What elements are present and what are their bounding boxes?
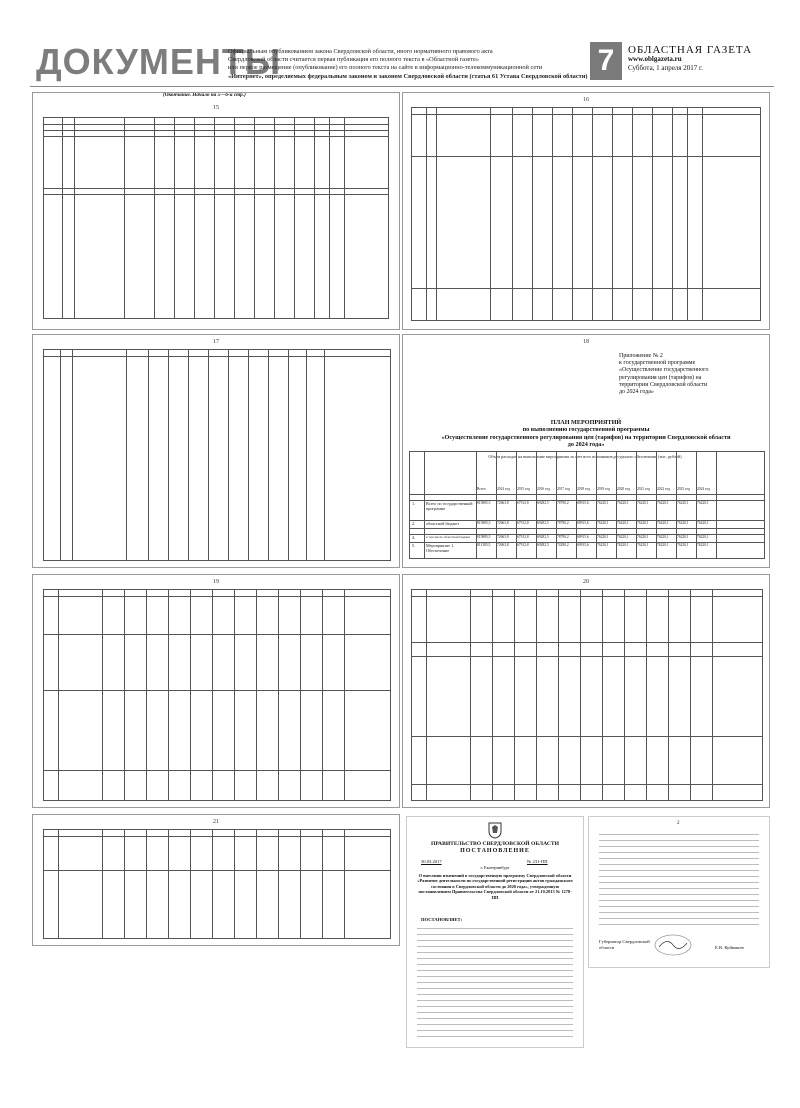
- decree-city: г. Екатеринбург: [480, 865, 510, 870]
- publication-notice: Официальным опубликованием закона Свердловской области, иного нормативного правового акта Свердловской области считается первая публикация его полного текста в «Областной газете» или первое размещение (опубликование) его полного текста на сайте в информационно-телекоммуникационной сети «Интернет», определяемых федеральным законом и законом Свердловской области (статья 61 Устава Свердловской области): [228, 48, 588, 80]
- table-row: 5. Мероприятие 1. Обеспечение 811385,5 72663,8 67912,8 69282,5 74290,2 69915,6 76220,1 76220,1 76220,1 76220,1 76220,1 76220,1: [412, 543, 709, 553]
- document-page-15: [32, 92, 400, 330]
- decree-continuation: [588, 816, 770, 968]
- budget-table: Объем расходов на выполнение мероприятия за счет всех источников ресурсного обеспечения (тыс. рублей) Всего 2014 год 2015 год 2016 год 2017 год 2018 год 2019 год 2020 год 2021 год 2022 год 2023 год 2024 год 1. Всего по государственной программе 815885,5 72663,8 67912,8 69282,5 78790,2 69915,6 76220,1 76220,1 76220,1 76220,1 76220,1 76220,1 2. областной бюджет 815885,5 72663,8 67912,8 69282,5 78790,2 69915,6 76220,1 76220,1 76220,1 76220,1 76220,1 76220,1 4. в том числе областной бюджет 815885,5 72663,8 67912,8 69282,5 78790,2 69915,6 76220,1 76220,1 76220,1 76220,1 76220,1 76220,1 5. Мероприятие 1. Обеспечение 811385,5 72663,8 67912,8 69282,5 74290,2 69915,6 76220,1 76220,1 76220,1 76220,1 76220,1 76220,1: [409, 451, 765, 559]
- decree-action: ПОСТАНОВЛЯЕТ:: [421, 917, 463, 922]
- table-header-text: Объем расходов на выполнение мероприятия за счет всех источников ресурсного обеспечения (тыс. рублей): [488, 454, 682, 459]
- page-label: 16: [583, 97, 589, 103]
- decree-body-lines: [417, 925, 573, 1041]
- decree-org: ПРАВИТЕЛЬСТВО СВЕРДЛОВСКОЙ ОБЛАСТИ: [431, 841, 559, 847]
- coat-of-arms-icon: [487, 821, 503, 839]
- document-page-20: [402, 574, 770, 808]
- header-rule: [30, 86, 774, 87]
- document-page-18: [402, 334, 770, 568]
- plan-table: [411, 107, 761, 321]
- decree-number: № 231-ПП: [527, 859, 548, 864]
- issue-date: Суббота, 1 апреля 2017 г.: [628, 64, 703, 72]
- masthead: [628, 46, 778, 73]
- page-number: 7: [590, 42, 622, 80]
- website-link[interactable]: www.oblgazeta.ru: [628, 55, 682, 63]
- continuation-body-lines: [599, 831, 759, 925]
- appendix-heading: Приложение № 2 к государственной программе «Осуществление государственного регулирования цен (тарифов) на территории Свердловской области до 2024 года»: [619, 353, 709, 396]
- newspaper-name: ОБЛАСТНАЯ ГАЗЕТА: [628, 44, 753, 56]
- plan-table: [43, 829, 391, 939]
- signature-title: Губернатор Свердловской области: [599, 939, 650, 950]
- document-page-16: [402, 92, 770, 330]
- page-label: 17: [213, 339, 219, 345]
- document-page-21: [32, 814, 400, 946]
- decree-date: 30.03.2017: [421, 859, 442, 864]
- table-row: 4. в том числе областной бюджет 815885,5 72663,8 67912,8 69282,5 78790,2 69915,6 76220,1 76220,1 76220,1 76220,1 76220,1 76220,1: [412, 535, 709, 540]
- signature-name: Е.В. Куйвашев: [715, 945, 744, 950]
- plan-table: [411, 589, 763, 801]
- page-mark: 2: [677, 821, 680, 826]
- signature-stamp-icon: [653, 933, 693, 957]
- page-label: 21: [213, 819, 219, 825]
- page-label: 18: [583, 339, 589, 345]
- table-row: 1. Всего по государственной программе 815885,5 72663,8 67912,8 69282,5 78790,2 69915,6 76220,1 76220,1 76220,1 76220,1 76220,1 76220,1: [412, 501, 709, 511]
- plan-table: [43, 117, 389, 319]
- decree-document: [406, 816, 584, 1048]
- plan-table: [43, 589, 391, 801]
- plan-table: [43, 349, 391, 561]
- page-label: 20: [583, 579, 589, 585]
- page-label: 15: [213, 105, 219, 111]
- plan-title: ПЛАН МЕРОПРИЯТИЙ по выполнению государственной программы «Осуществление государственного регулирования цен (тарифов) на территории Свердловской области до 2024 года»: [441, 419, 731, 449]
- page-label: 19: [213, 579, 219, 585]
- document-page-19: [32, 574, 400, 808]
- decree-kind: ПОСТАНОВЛЕНИЕ: [460, 848, 530, 854]
- continuation-note: (Окончание. Начало на 5—6-й стр.): [163, 92, 246, 98]
- decree-title: О внесении изменений в государственную программу Свердловской области «Развитие деятельности по государственной регистрации актов гражданского состояния в Свердловской области до 2020 года», утвержденную постановлением Правительства Свердловской области от 21.10.2013 № 1278-ПП: [417, 873, 573, 900]
- page-header: [30, 42, 774, 82]
- document-page-17: [32, 334, 400, 568]
- table-row: 2. областной бюджет 815885,5 72663,8 67912,8 69282,5 78790,2 69915,6 76220,1 76220,1 76220,1 76220,1 76220,1 76220,1: [412, 521, 709, 526]
- section-title: ДОКУМЕНТЫ: [36, 41, 282, 82]
